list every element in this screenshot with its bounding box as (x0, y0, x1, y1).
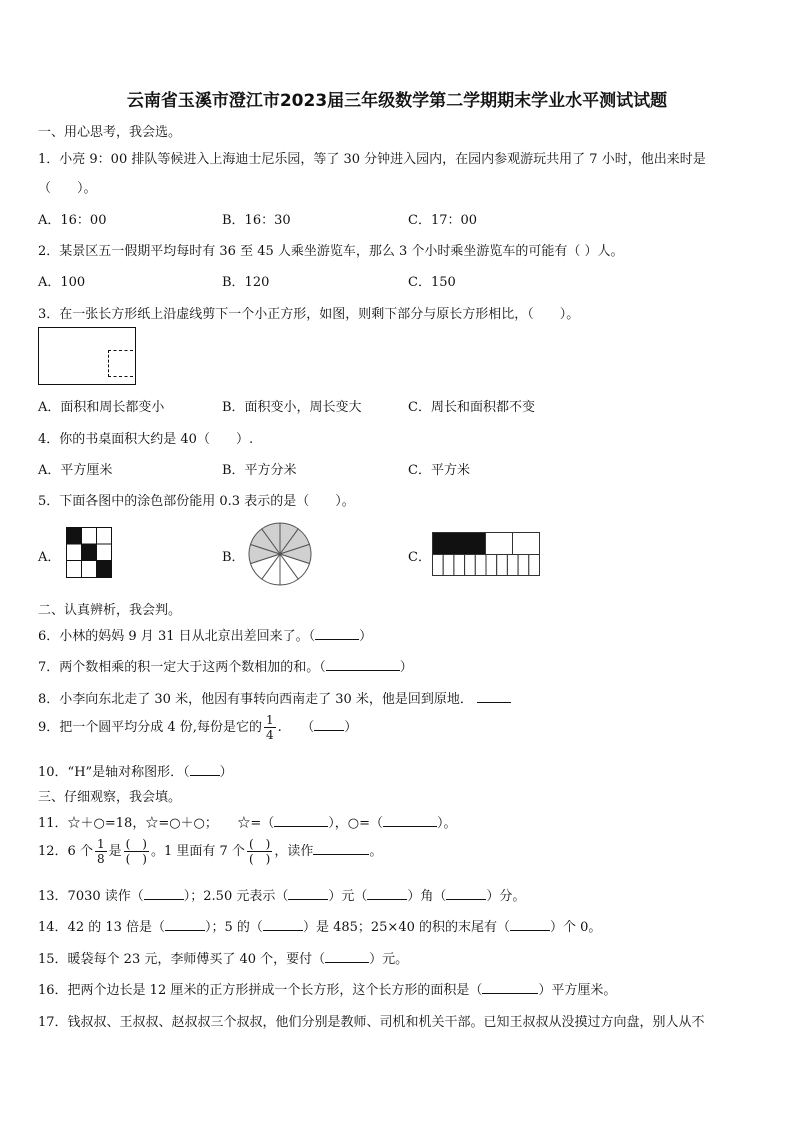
question-17: 17．钱叔叔、王叔叔、赵叔叔三个叔叔，他们分别是教师、司机和机关干部。已知王叔叔从没摸过方向盘，别人从不 (38, 1015, 705, 1030)
question-text: ）是 485；25×40 的积的末尾有（ (302, 920, 510, 935)
question-11 (38, 812, 457, 831)
question-10 (38, 761, 233, 780)
option-b: B． (222, 550, 245, 565)
question-end: 。 (369, 844, 383, 859)
answer-blank[interactable] (144, 887, 184, 900)
answer-blank[interactable] (510, 918, 550, 931)
question-text: ，读作 (274, 844, 314, 859)
question-7 (38, 656, 413, 675)
question-6 (38, 625, 372, 644)
answer-blank[interactable] (190, 763, 220, 776)
option-c: C． (408, 550, 431, 565)
option-a: A．平方厘米 (38, 463, 113, 478)
section-heading: 一、用心思考，我会选。 (38, 125, 182, 140)
question-text-mid: . （ (277, 720, 315, 735)
question-1: 1．小亮 9：00 排队等候进入上海迪士尼乐园，等了 30 分钟进入园内，在园内参观游玩共用了 7 小时，他出来时是 (38, 152, 706, 167)
bar-figure-c (432, 532, 540, 576)
question-1-cont: （ ）。 (38, 181, 97, 196)
question-text: ）个 0。 (550, 920, 602, 935)
question-16 (38, 979, 616, 998)
question-text: 16．把两个边长是 12 厘米的正方形拼成一个长方形，这个长方形的面积是（ (38, 983, 483, 998)
answer-blank[interactable] (165, 918, 205, 931)
option-a: A．16：00 (38, 213, 107, 228)
question-8 (38, 688, 511, 707)
question-text: 7．两个数相乘的积一定大于这两个数相加的和。（ (38, 660, 326, 675)
question-text: ）；5 的（ (205, 920, 263, 935)
question-text: ）分。 (486, 889, 526, 904)
question-text: ）平方厘米。 (538, 983, 617, 998)
option-b: B．平方分米 (222, 463, 297, 478)
option-a: A． (38, 550, 61, 565)
section-heading: 二、认真辨析，我会判。 (38, 603, 182, 618)
answer-blank[interactable] (446, 887, 486, 900)
answer-blank[interactable] (315, 627, 359, 640)
question-text-mid: ），○=（ (328, 816, 384, 831)
answer-blank[interactable] (477, 690, 511, 703)
question-3: 3．在一张长方形纸上沿虚线剪下一个小正方形，如图，则剩下部分与原长方形相比，（ ）。 (38, 307, 580, 322)
answer-blank[interactable] (325, 950, 369, 963)
option-c: C．平方米 (408, 463, 470, 478)
option-b: B．面积变小，周长变大 (222, 400, 362, 415)
question-text: 6．小林的妈妈 9 月 31 日从北京出差回来了。（ (38, 629, 316, 644)
option-a: A．面积和周长都变小 (38, 400, 165, 415)
question-4: 4．你的书桌面积大约是 40（ ）. (38, 432, 254, 447)
bracket-close: ） (399, 660, 413, 675)
question-text: 14．42 的 13 倍是（ (38, 920, 166, 935)
question-12 (38, 838, 382, 865)
answer-blank[interactable] (263, 918, 303, 931)
question-text: ）元。 (369, 952, 409, 967)
option-b: B．120 (222, 275, 270, 290)
question-text: 9．把一个圆平均分成 4 份,每份是它的 (38, 720, 262, 735)
bracket-close: ） (219, 765, 233, 780)
question-text: 8．小李向东北走了 30 米，他因有事转向西南走了 30 米，他是回到原地． (38, 692, 473, 707)
option-b: B．16：30 (222, 213, 291, 228)
option-c: C．17：00 (408, 213, 478, 228)
fraction-blank[interactable]: $\frac{( )}{( )}$ (125, 837, 147, 866)
circle-figure-b (248, 522, 312, 586)
bracket-close: ）。 (437, 816, 457, 831)
question-2: 2．某景区五一假期平均每时有 36 至 45 人乘坐游览车，那么 3 个小时乘坐游览车的可能有（ ）人。 (38, 244, 624, 259)
question-text: 10．“H”是轴对称图形．（ (38, 765, 190, 780)
answer-blank[interactable] (326, 658, 400, 671)
question-5: 5．下面各图中的涂色部份能用 0.3 表示的是（ ）。 (38, 494, 355, 509)
answer-blank[interactable] (313, 842, 369, 855)
answer-blank[interactable] (274, 814, 328, 827)
bracket-close: ） (359, 629, 373, 644)
answer-blank[interactable] (314, 718, 344, 731)
dashed-square-cut (108, 350, 133, 377)
fraction-blank[interactable]: $\frac{( )}{( )}$ (248, 837, 271, 866)
question-9 (38, 714, 357, 741)
question-text: 是 (108, 844, 122, 859)
answer-blank[interactable] (482, 981, 538, 994)
section-heading: 三、仔细观察，我会填。 (38, 790, 182, 805)
question-text: 12．6 个 (38, 844, 93, 859)
answer-blank[interactable] (288, 887, 328, 900)
question-text: ）角（ (407, 889, 447, 904)
question-text: ）元（ (328, 889, 368, 904)
grid-figure-a (66, 527, 112, 578)
question-14 (38, 916, 601, 935)
question-text: 13．7030 读作（ (38, 889, 144, 904)
option-c: C．周长和面积都不变 (408, 400, 535, 415)
question-13 (38, 885, 525, 904)
question-text: 15．暖袋每个 23 元，李师傅买了 40 个，要付（ (38, 952, 326, 967)
bracket-close: ） (344, 720, 358, 735)
question-text: 。1 里面有 7 个 (150, 844, 245, 859)
question-15 (38, 948, 408, 967)
answer-blank[interactable] (383, 814, 437, 827)
option-c: C．150 (408, 275, 456, 290)
fraction: $\frac{1}{4}$ (265, 713, 274, 742)
question-text: ）；2.50 元表示（ (183, 889, 289, 904)
fraction: $\frac{1}{8}$ (96, 837, 105, 866)
question-text: 11．☆＋○=18，☆=○＋○； ☆=（ (38, 816, 275, 831)
page-title: 云南省玉溪市澄江市2023届三年级数学第二学期期末学业水平测试试题 (126, 91, 668, 111)
answer-blank[interactable] (367, 887, 407, 900)
option-a: A．100 (38, 275, 86, 290)
